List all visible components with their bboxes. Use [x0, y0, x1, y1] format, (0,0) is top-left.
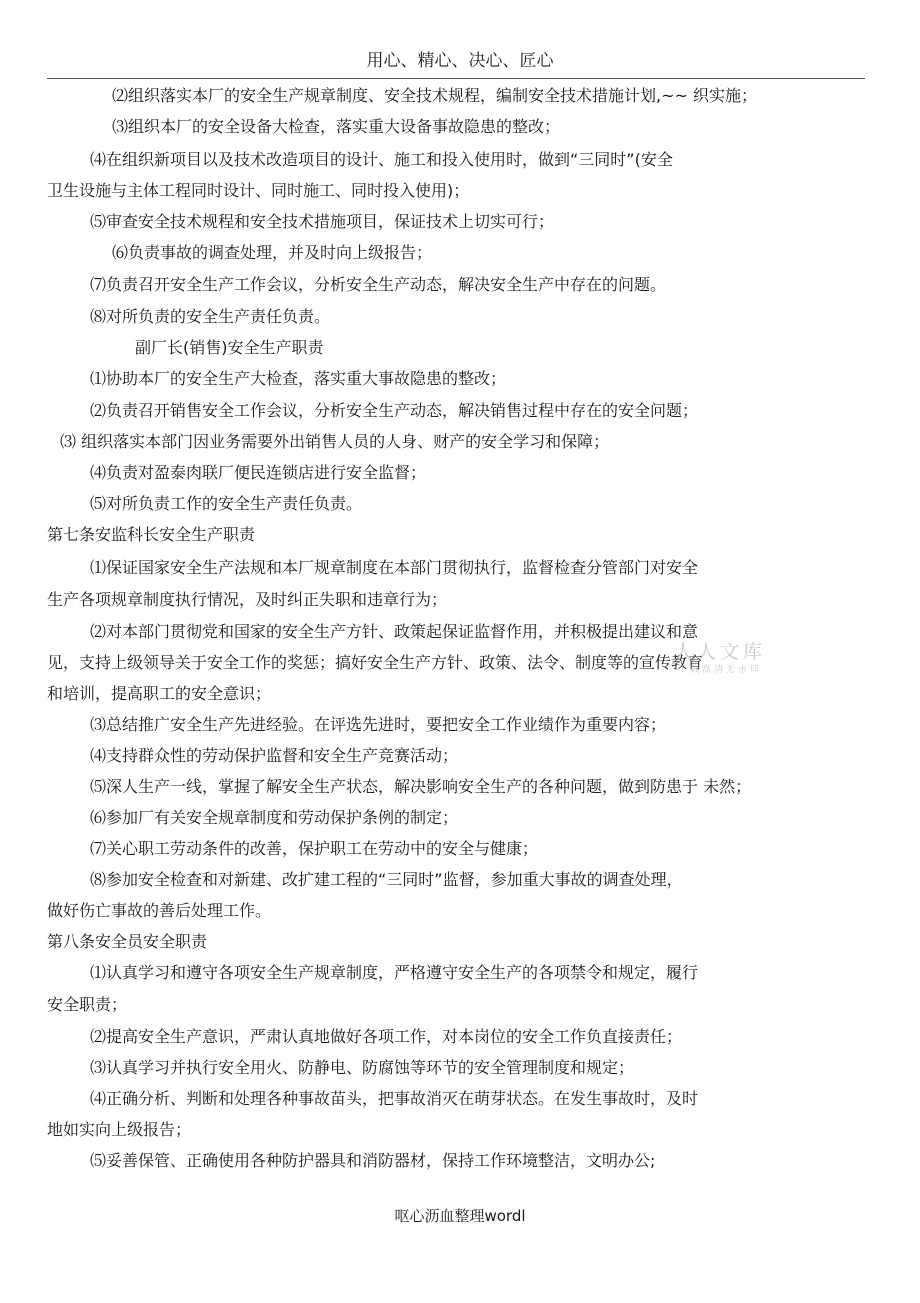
body-line: ⑴保证国家安全生产法规和本厂规章制度在本部门贯彻执行，监督检查分管部门对安全	[90, 558, 699, 577]
page-footer: 呕心沥血整理wordl	[394, 1207, 526, 1225]
body-line: ⑵负责召开销售安全工作会议，分析安全生产动态，解决销售过程中存在的安全问题；	[90, 401, 699, 420]
watermark-title: 人人文库	[673, 641, 766, 663]
article-heading: 第七条安监科长安全生产职责	[47, 525, 256, 544]
article-heading: 第八条安全员安全职责	[47, 932, 208, 951]
body-line: 地如实向上级报告；	[47, 1120, 192, 1139]
body-line: ⑵对本部门贯彻党和国家的安全生产方针、政策起保证监督作用，并积极提出建议和意	[90, 622, 699, 641]
body-line: ⑴协助本厂的安全生产大检查，落实重大事故隐患的整改；	[90, 369, 507, 388]
body-line: ⑸妥善保管、正确使用各种防护器具和消防器材，保持工作环境整洁，文明办公;	[90, 1151, 656, 1170]
header-divider	[47, 78, 865, 79]
body-line: ⑶组织本厂的安全设备大检查，落实重大设备事故隐患的整改；	[112, 117, 561, 136]
body-line: 做好伤亡事故的善后处理工作。	[47, 901, 272, 920]
body-line: ⑻对所负责的安全生产责任负责。	[90, 307, 331, 326]
body-line: ⑷在组织新项目以及技术改造项目的设计、施工和投入使用时，做到“三同时”(安全	[90, 150, 673, 169]
body-line: ⑸审查安全技术规程和安全技术措施项目，保证技术上切实可行；	[90, 212, 555, 231]
body-line: ⑶ 组织落实本部门因业务需要外出销售人员的人身、财产的安全学习和保障；	[60, 432, 610, 451]
page-header: 用心、精心、决心、匠心	[366, 51, 554, 71]
body-line: ⑷负责对盈泰肉联厂便民连锁店进行安全监督；	[90, 463, 427, 482]
body-line: 生产各项规章制度执行情况，及时纠正失职和违章行为；	[47, 590, 448, 609]
body-line: 和培训，提高职工的安全意识；	[47, 684, 272, 703]
body-line: 安全职责；	[47, 995, 128, 1014]
body-line: ⑴认真学习和遵守各项安全生产规章制度，严格遵守安全生产的各项禁令和规定，履行	[90, 963, 699, 982]
body-line: ⑶总结推广安全生产先进经验。在评选先进时，要把安全工作业绩作为重要内容；	[90, 715, 667, 734]
body-line: ⑶认真学习并执行安全用火、防静电、防腐蚀等环节的安全管理制度和规定；	[90, 1058, 635, 1077]
body-line: ⑵提高安全生产意识，严肃认真地做好各项工作，对本岗位的安全工作负直接责任；	[90, 1027, 683, 1046]
body-line: ⑺关心职工劳动条件的改善，保护职工在劳动中的安全与健康；	[90, 839, 539, 858]
section-heading: 副厂长(销售)安全生产职责	[135, 338, 324, 357]
body-line: ⑻参加安全检查和对新建、改扩建工程的“三同时”监督，参加重大事故的调查处理，	[90, 870, 683, 889]
body-line: ⑹负责事故的调查处理，并及时向上级报告；	[112, 243, 433, 262]
watermark-subtitle: 下载高清无水印	[677, 665, 762, 675]
body-line: ⑺负责召开安全生产工作会议，分析安全生产动态，解决安全生产中存在的问题。	[90, 275, 667, 294]
body-line: ⑹参加厂有关安全规章制度和劳动保护条例的制定；	[90, 808, 459, 827]
body-line: ⑸深人生产一线，掌握了解安全生产状态，解决影响安全生产的各种问题，做到防患于 未然；	[90, 777, 752, 796]
body-line: 卫生设施与主体工程同时设计、同时施工、同时投入使用)；	[47, 181, 470, 200]
watermark	[650, 640, 790, 686]
body-line: ⑷支持群众性的劳动保护监督和安全生产竞赛活动；	[90, 746, 459, 765]
body-line: ⑸对所负责工作的安全生产责任负责。	[90, 494, 363, 513]
body-line: ⑵组织落实本厂的安全生产规章制度、安全技术规程，编制安全技术措施计划,~~ 织实施；	[112, 86, 757, 105]
body-line: ⑷正确分析、判断和处理各种事故苗头，把事故消灭在萌芽状态。在发生事故时，及时	[90, 1089, 699, 1108]
body-line: 见，支持上级领导关于安全工作的奖惩；搞好安全生产方针、政策、法令、制度等的宣传教育	[47, 653, 704, 672]
